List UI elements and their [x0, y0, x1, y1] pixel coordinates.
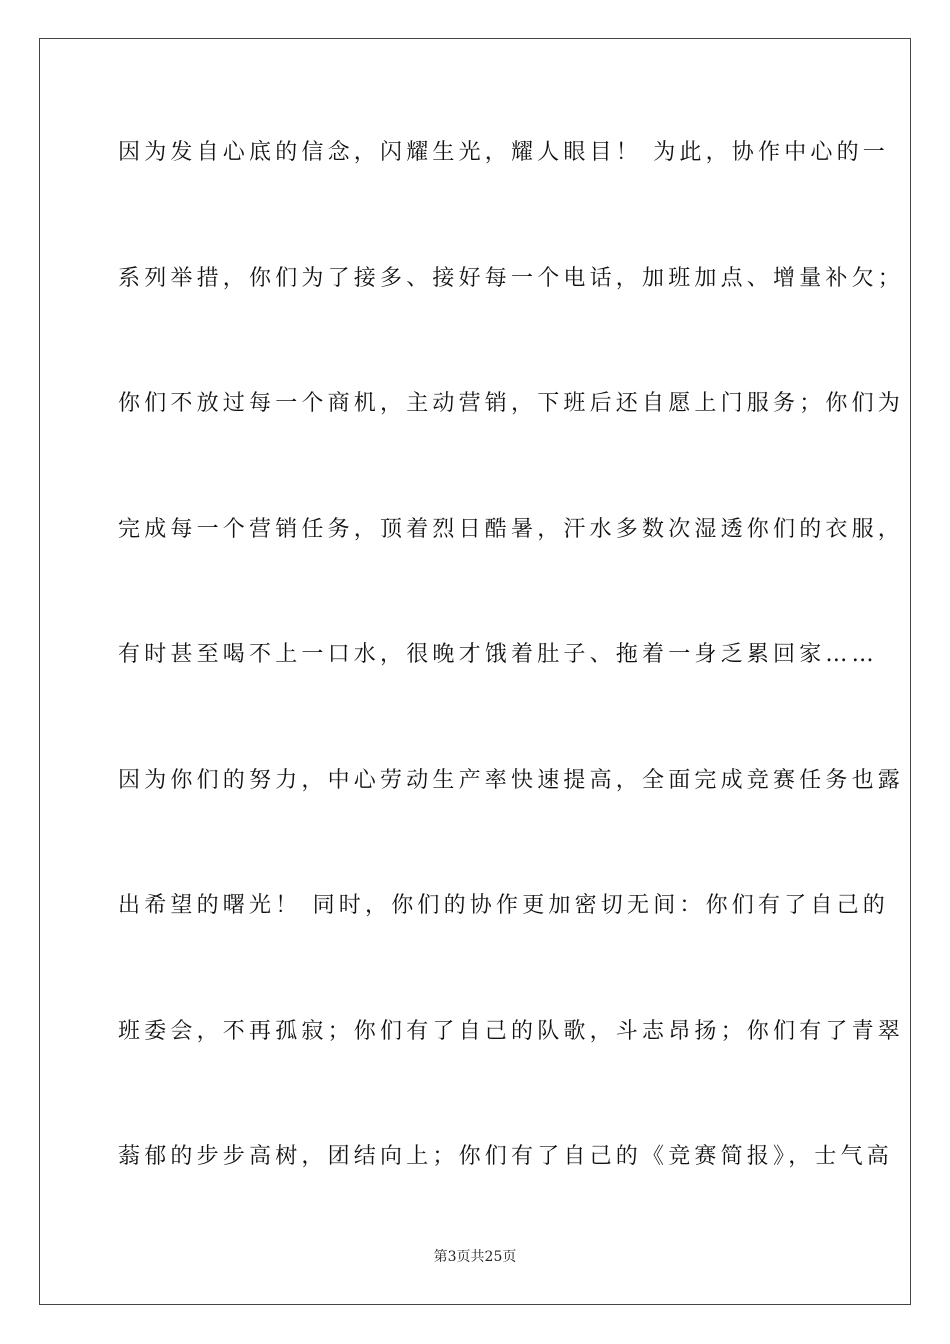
document-body	[118, 126, 905, 1256]
text-line-9: 蓊郁的步步高树，团结向上；你们有了自己的《竞赛简报》，士气高	[118, 1144, 894, 1169]
page-footer	[0, 1247, 950, 1267]
text-line-3: 你们不放过每一个商机，主动营销，下班后还自愿上门服务；你们为	[118, 391, 905, 416]
text-line-8: 班委会，不再孤寂；你们有了自己的队歌，斗志昂扬；你们有了青翠	[118, 1018, 905, 1044]
text-line-1: 因为发自心底的信念，闪耀生光，耀人眼目！ 为此，协作中心的一	[118, 140, 889, 165]
text-line-7: 出希望的曙光！ 同时，你们的协作更加密切无间：你们有了自己的	[118, 893, 889, 918]
text-line-4: 完成每一个营销任务，顶着烈日酷暑，汗水多数次湿透你们的衣服，	[118, 516, 905, 542]
page-number: 第3页	[433, 1249, 471, 1265]
text-line-6: 因为你们的努力，中心劳动生产率快速提高，全面完成竞赛任务也露	[118, 767, 905, 793]
text-line-5: 有时甚至喝不上一口水，很晚才饿着肚子、拖着一身乏累回家……	[118, 642, 878, 667]
page-total: 共25页	[470, 1249, 517, 1265]
text-line-2: 系列举措，你们为了接多、接好每一个电话，加班加点、增量补欠；	[118, 265, 905, 291]
